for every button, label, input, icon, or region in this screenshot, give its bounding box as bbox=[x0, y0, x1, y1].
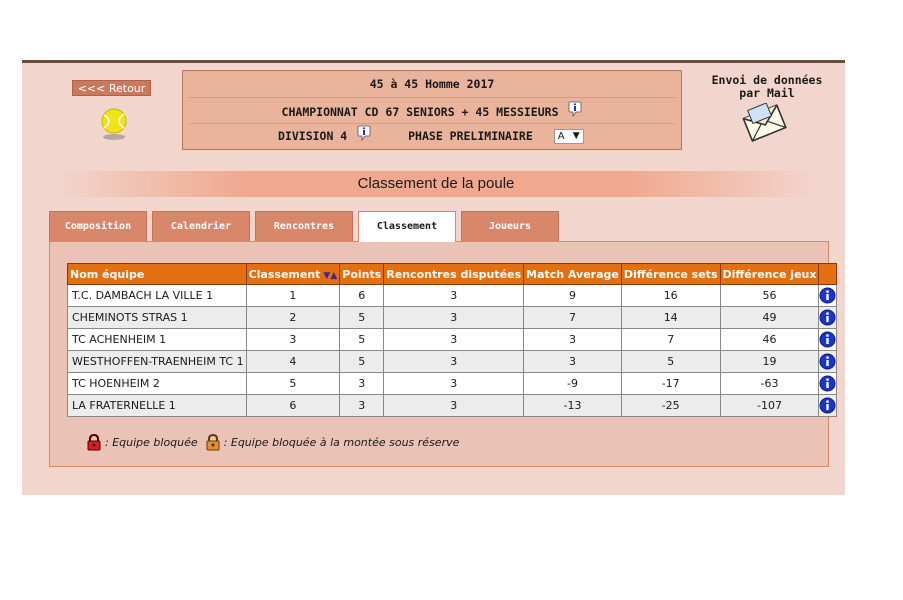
poule-select-value: A bbox=[557, 131, 565, 142]
cell-points: 3 bbox=[340, 395, 384, 417]
col-diff-jeux: Différence jeux bbox=[720, 264, 819, 285]
info-icon[interactable] bbox=[819, 375, 836, 392]
table-row bbox=[68, 351, 837, 373]
chevron-down-icon: ▼ bbox=[572, 131, 580, 141]
competition-header bbox=[182, 70, 682, 150]
cell-classement: 1 bbox=[246, 285, 340, 307]
table-row bbox=[68, 395, 837, 417]
table-row bbox=[68, 307, 837, 329]
phase-label: PHASE PRELIMINAIRE bbox=[408, 129, 533, 143]
tab-rencontres[interactable]: Rencontres bbox=[255, 211, 353, 241]
cell-diff-jeux: -107 bbox=[720, 395, 819, 417]
col-rencontres: Rencontres disputées bbox=[384, 264, 524, 285]
cell-rencontres: 3 bbox=[384, 373, 524, 395]
cell-diff-sets: -17 bbox=[621, 373, 720, 395]
cell-nom-equipe: LA FRATERNELLE 1 bbox=[68, 395, 247, 417]
cell-classement: 3 bbox=[246, 329, 340, 351]
col-classement[interactable] bbox=[246, 264, 340, 285]
ranking-table bbox=[67, 263, 837, 417]
cell-diff-jeux: 46 bbox=[720, 329, 819, 351]
info-tooltip-icon[interactable] bbox=[357, 125, 371, 141]
cell-nom-equipe: WESTHOFFEN-TRAENHEIM TC 1 bbox=[68, 351, 247, 373]
cell-info bbox=[819, 285, 837, 307]
cell-diff-sets: 16 bbox=[621, 285, 720, 307]
championship-name: CHAMPIONNAT CD 67 SENIORS + 45 MESSIEURS bbox=[281, 105, 559, 119]
cell-diff-sets: 7 bbox=[621, 329, 720, 351]
cell-diff-jeux: 56 bbox=[720, 285, 819, 307]
cell-match-average: -13 bbox=[524, 395, 622, 417]
envelope-mail-icon[interactable] bbox=[742, 103, 788, 145]
page-title: Classement de la poule bbox=[357, 175, 515, 192]
tab-joueurs[interactable]: Joueurs bbox=[461, 211, 559, 241]
col-nom-equipe: Nom équipe bbox=[68, 264, 247, 285]
cell-info bbox=[819, 373, 837, 395]
mail-label: Envoi de données par Mail bbox=[711, 73, 823, 100]
info-icon[interactable] bbox=[819, 287, 836, 304]
cell-nom-equipe: CHEMINOTS STRAS 1 bbox=[68, 307, 247, 329]
info-icon[interactable] bbox=[819, 353, 836, 370]
cell-match-average: 3 bbox=[524, 329, 622, 351]
cell-info bbox=[819, 351, 837, 373]
legend-locked-reserve: : Equipe bloquée à la montée sous réserve bbox=[223, 436, 460, 449]
division-row bbox=[183, 129, 681, 144]
info-icon[interactable] bbox=[819, 309, 836, 326]
cell-nom-equipe: T.C. DAMBACH LA VILLE 1 bbox=[68, 285, 247, 307]
cell-classement: 2 bbox=[246, 307, 340, 329]
cell-diff-jeux: -63 bbox=[720, 373, 819, 395]
info-icon[interactable] bbox=[819, 331, 836, 348]
poule-select[interactable] bbox=[554, 129, 584, 144]
table-row bbox=[68, 329, 837, 351]
cell-rencontres: 3 bbox=[384, 351, 524, 373]
retour-button[interactable]: <<< Retour bbox=[72, 80, 151, 96]
cell-nom-equipe: TC HOENHEIM 2 bbox=[68, 373, 247, 395]
cell-info bbox=[819, 329, 837, 351]
cell-points: 5 bbox=[340, 329, 384, 351]
tab-classement[interactable]: Classement bbox=[358, 211, 456, 242]
cell-points: 5 bbox=[340, 351, 384, 373]
cell-info bbox=[819, 307, 837, 329]
cell-points: 5 bbox=[340, 307, 384, 329]
col-classement-label: Classement bbox=[248, 267, 321, 281]
cell-rencontres: 3 bbox=[384, 395, 524, 417]
legend-locked: : Equipe bloquée bbox=[105, 436, 198, 449]
cell-diff-sets: 5 bbox=[621, 351, 720, 373]
cell-nom-equipe: TC ACHENHEIM 1 bbox=[68, 329, 247, 351]
col-match-average: Match Average bbox=[524, 264, 622, 285]
col-diff-sets: Différence sets bbox=[621, 264, 720, 285]
ranking-content bbox=[49, 241, 829, 467]
legend bbox=[86, 434, 459, 451]
table-row bbox=[68, 285, 837, 307]
cell-classement: 6 bbox=[246, 395, 340, 417]
info-icon[interactable] bbox=[819, 397, 836, 414]
cell-diff-jeux: 49 bbox=[720, 307, 819, 329]
cell-classement: 5 bbox=[246, 373, 340, 395]
tennis-ball-icon bbox=[99, 107, 129, 141]
orange-lock-icon bbox=[205, 434, 221, 451]
cell-match-average: 7 bbox=[524, 307, 622, 329]
cell-rencontres: 3 bbox=[384, 285, 524, 307]
competition-title: 45 à 45 Homme 2017 bbox=[369, 77, 495, 91]
cell-match-average: -9 bbox=[524, 373, 622, 395]
cell-match-average: 3 bbox=[524, 351, 622, 373]
info-tooltip-icon[interactable] bbox=[568, 101, 582, 117]
col-points: Points bbox=[340, 264, 384, 285]
division-label: DIVISION 4 bbox=[278, 129, 348, 143]
title-bar bbox=[52, 171, 820, 197]
cell-rencontres: 3 bbox=[384, 329, 524, 351]
cell-diff-jeux: 19 bbox=[720, 351, 819, 373]
main-panel bbox=[22, 60, 845, 495]
cell-info bbox=[819, 395, 837, 417]
cell-classement: 4 bbox=[246, 351, 340, 373]
sort-arrows-icon[interactable]: ▼▲ bbox=[323, 270, 338, 281]
cell-points: 6 bbox=[340, 285, 384, 307]
cell-diff-sets: -25 bbox=[621, 395, 720, 417]
tab-composition[interactable]: Composition bbox=[49, 211, 147, 241]
championship-row bbox=[183, 105, 681, 119]
table-header-row bbox=[68, 264, 837, 285]
cell-points: 3 bbox=[340, 373, 384, 395]
table-row bbox=[68, 373, 837, 395]
cell-diff-sets: 14 bbox=[621, 307, 720, 329]
tab-calendrier[interactable]: Calendrier bbox=[152, 211, 250, 241]
cell-rencontres: 3 bbox=[384, 307, 524, 329]
col-info bbox=[819, 264, 837, 285]
red-lock-icon bbox=[86, 434, 102, 451]
cell-match-average: 9 bbox=[524, 285, 622, 307]
